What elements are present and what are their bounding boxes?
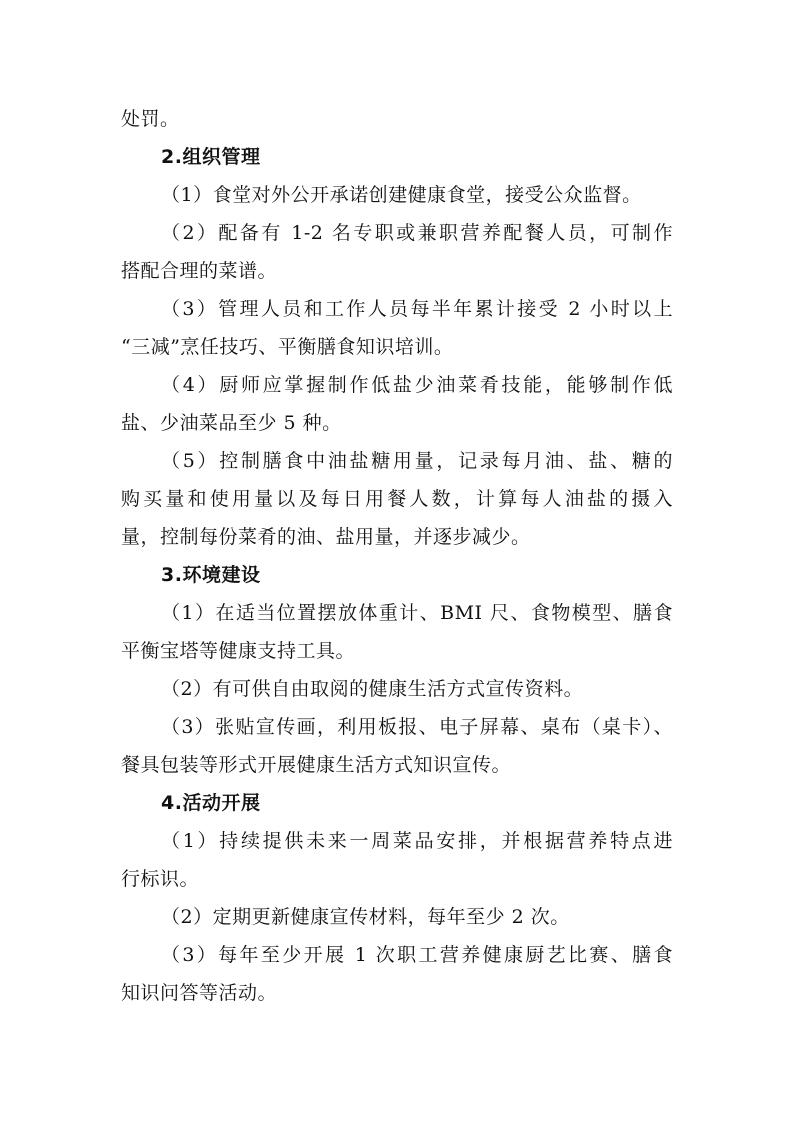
paragraph-line: （2）有可供自由取阅的健康生活方式宣传资料。: [161, 678, 584, 700]
paragraph-line: （5）控制膳食中油盐糖用量，记录每月油、盐、糖的: [161, 450, 673, 472]
paragraph: [121, 290, 673, 366]
paragraph-line: “三减”烹任技巧、平衡膳食知识培训。: [121, 336, 454, 358]
paragraph-line: 处罚。: [121, 108, 180, 130]
paragraph-line: 餐具包装等形式开展健康生活方式知识宣传。: [121, 754, 512, 776]
paragraph-line: 搭配合理的菜谱。: [121, 260, 278, 282]
paragraph: [121, 936, 673, 1012]
paragraph-line: （3）每年至少开展 1 次职工营养健康厨艺比赛、膳食: [161, 944, 673, 966]
section-heading: 2.组织管理: [161, 146, 261, 168]
paragraph-line: （4）厨师应掌握制作低盐少油菜肴技能，能够制作低: [161, 374, 673, 396]
paragraph-line: （3）管理人员和工作人员每半年累计接受 2 小时以上: [161, 298, 673, 320]
document-body: [121, 100, 673, 1012]
paragraph: [121, 100, 673, 138]
paragraph: [121, 176, 673, 214]
paragraph: [121, 708, 673, 784]
paragraph: [121, 822, 673, 898]
section-heading: 4.活动开展: [161, 792, 261, 814]
paragraph-line: （3）张贴宣传画，利用板报、电子屏幕、桌布（桌卡）、: [161, 716, 673, 738]
paragraph: [121, 442, 673, 556]
paragraph-line: 盐、少油菜品至少 5 种。: [121, 412, 342, 434]
section-heading: 3.环境建设: [161, 564, 261, 586]
paragraph-line: 行标识。: [121, 868, 200, 890]
paragraph: [121, 366, 673, 442]
paragraph-line: 购买量和使用量以及每日用餐人数，计算每人油盐的摄入: [121, 488, 673, 510]
paragraph-line: （1）持续提供未来一周菜品安排，并根据营养特点进: [161, 830, 673, 852]
paragraph: [121, 898, 673, 936]
paragraph-line: 量，控制每份菜肴的油、盐用量，并逐步减少。: [121, 526, 531, 548]
paragraph-line: （2）配备有 1-2 名专职或兼职营养配餐人员，可制作: [161, 222, 673, 244]
paragraph: [121, 594, 673, 670]
paragraph-line: （1）食堂对外公开承诺创建健康食堂，接受公众监督。: [161, 184, 642, 206]
paragraph-line: （2）定期更新健康宣传材料，每年至少 2 次。: [161, 906, 570, 928]
paragraph: [121, 670, 673, 708]
paragraph-line: 平衡宝塔等健康支持工具。: [121, 640, 356, 662]
paragraph-line: 知识问答等活动。: [121, 982, 278, 1004]
paragraph-line: （1）在适当位置摆放体重计、BMI 尺、食物模型、膳食: [161, 602, 673, 624]
paragraph: [121, 214, 673, 290]
